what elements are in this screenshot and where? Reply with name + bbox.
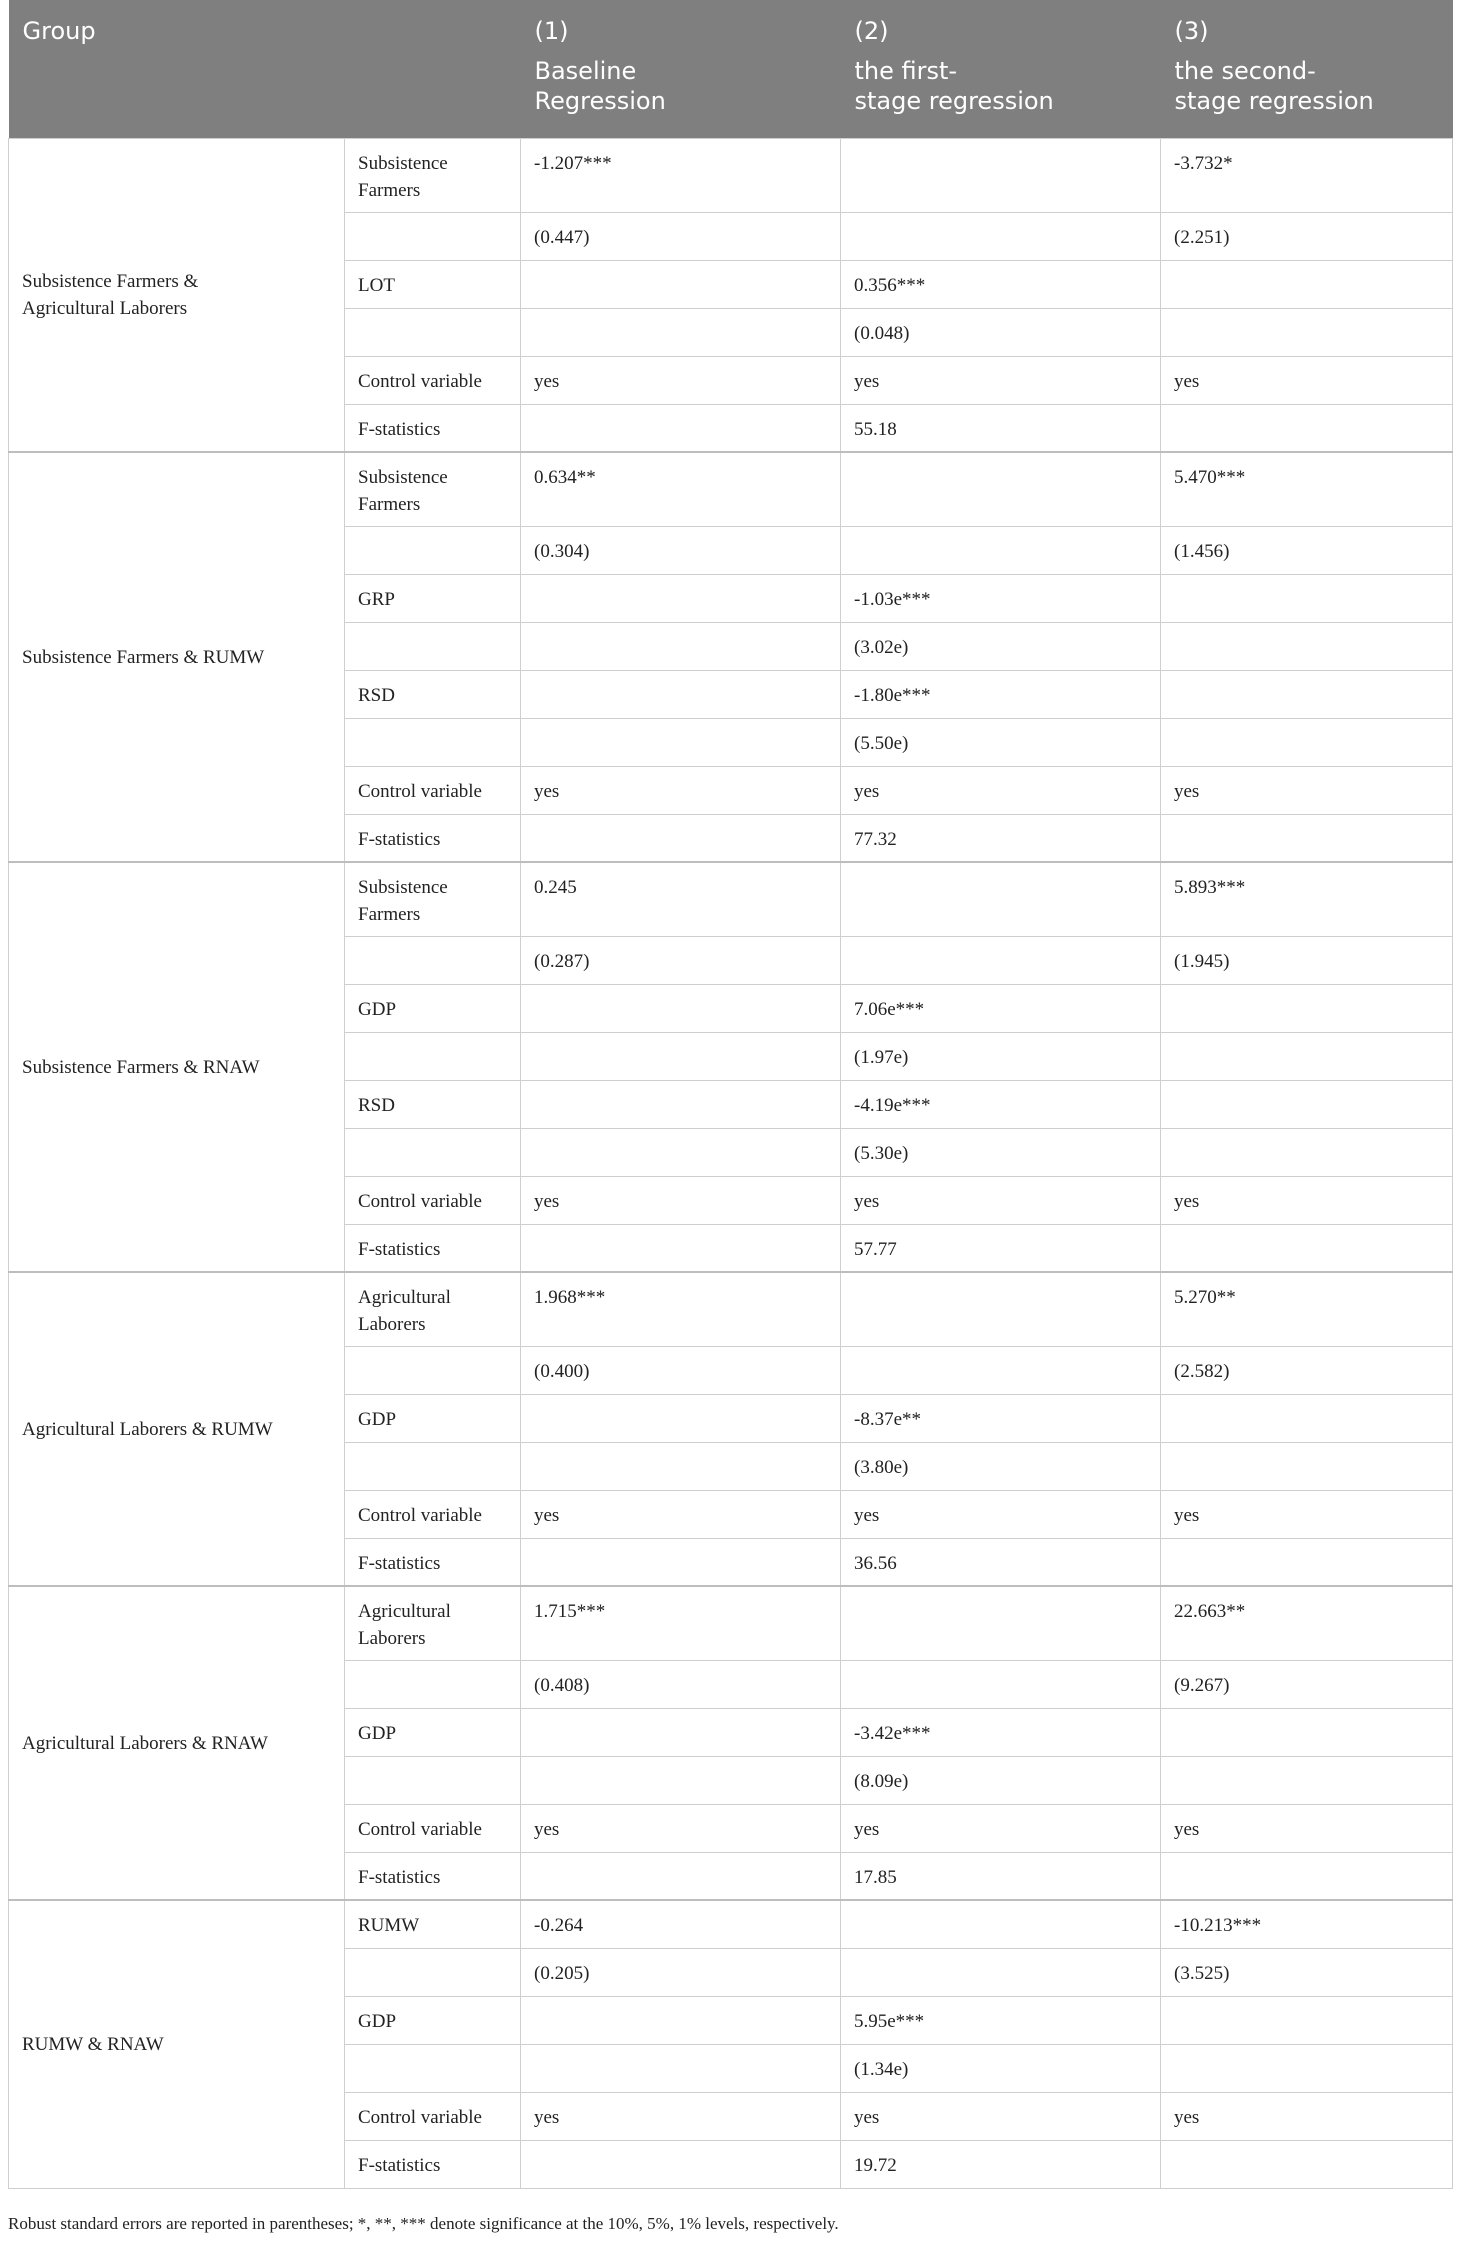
variable-label-line: F-statistics	[358, 1866, 441, 1888]
value-cell-col-2: -1.80e***	[841, 670, 1161, 718]
value-cell-col-3	[1161, 1756, 1453, 1804]
variable-label-cell	[345, 814, 521, 862]
value-cell-col-2: (3.80e)	[841, 1442, 1161, 1490]
value-cell-col-1	[521, 622, 841, 670]
value-cell-col-3	[1161, 1394, 1453, 1442]
header-row-numbers	[9, 0, 1453, 50]
value-cell-col-2: -8.37e**	[841, 1394, 1161, 1442]
variable-label-line: GDP	[358, 998, 397, 1020]
variable-label-cell	[345, 1490, 521, 1538]
value-cell-col-1	[521, 1224, 841, 1272]
variable-label-line: F-statistics	[358, 418, 441, 440]
value-cell-col-1	[521, 1032, 841, 1080]
value-cell-col-2: 19.72	[841, 2140, 1161, 2188]
value-cell-col-2: 55.18	[841, 404, 1161, 452]
value-cell-col-2: (5.50e)	[841, 718, 1161, 766]
value-cell-col-1: 0.245	[521, 862, 841, 936]
value-cell-col-2	[841, 212, 1161, 260]
value-cell-col-2: (5.30e)	[841, 1128, 1161, 1176]
variable-label-cell	[345, 1032, 521, 1080]
variable-label-cell	[345, 574, 521, 622]
value-cell-col-1: yes	[521, 1490, 841, 1538]
variable-label-cell	[345, 862, 521, 936]
table-row	[9, 1900, 1453, 1948]
variable-label-line: F-statistics	[358, 2154, 441, 2176]
value-cell-col-1: -0.264	[521, 1900, 841, 1948]
value-cell-col-2	[841, 1346, 1161, 1394]
value-cell-col-1: 1.968***	[521, 1272, 841, 1346]
variable-label-line: Control variable	[358, 1818, 482, 1840]
value-cell-col-3: (1.945)	[1161, 936, 1453, 984]
header-col-1-title-line: Regression	[534, 87, 666, 115]
value-cell-col-2: 5.95e***	[841, 1996, 1161, 2044]
value-cell-col-2: -4.19e***	[841, 1080, 1161, 1128]
variable-label-line: F-statistics	[358, 1552, 441, 1574]
header-col-2-title-line: the first-	[854, 57, 958, 85]
value-cell-col-2: (0.048)	[841, 308, 1161, 356]
value-cell-col-3: (9.267)	[1161, 1660, 1453, 1708]
variable-label-line: RUMW	[358, 1915, 420, 1936]
value-cell-col-3	[1161, 670, 1453, 718]
value-cell-col-1	[521, 1852, 841, 1900]
header-group: Group	[9, 0, 345, 50]
value-cell-col-1	[521, 1128, 841, 1176]
value-cell-col-1	[521, 1442, 841, 1490]
variable-label-line: Control variable	[358, 1190, 482, 1212]
value-cell-col-3	[1161, 814, 1453, 862]
value-cell-col-2: yes	[841, 2092, 1161, 2140]
group-name-cell	[9, 1272, 345, 1586]
value-cell-col-3	[1161, 1852, 1453, 1900]
value-cell-col-3: yes	[1161, 1176, 1453, 1224]
value-cell-col-1	[521, 1080, 841, 1128]
value-cell-col-1	[521, 308, 841, 356]
value-cell-col-2: yes	[841, 1490, 1161, 1538]
variable-label-cell	[345, 766, 521, 814]
variable-label-cell	[345, 1586, 521, 1660]
variable-label-line: GDP	[358, 1722, 397, 1744]
value-cell-col-1: (0.304)	[521, 526, 841, 574]
value-cell-col-3	[1161, 1032, 1453, 1080]
variable-label-cell	[345, 622, 521, 670]
header-col-1-number: (1)	[521, 0, 841, 50]
value-cell-col-2: (1.34e)	[841, 2044, 1161, 2092]
table-body	[9, 138, 1453, 2188]
value-cell-col-2: -1.03e***	[841, 574, 1161, 622]
variable-label-cell	[345, 1948, 521, 1996]
value-cell-col-3	[1161, 574, 1453, 622]
variable-label-cell	[345, 718, 521, 766]
value-cell-col-3: yes	[1161, 2092, 1453, 2140]
value-cell-col-1	[521, 1996, 841, 2044]
variable-label-line: GDP	[358, 2010, 397, 2032]
value-cell-col-1	[521, 718, 841, 766]
value-cell-col-2: (8.09e)	[841, 1756, 1161, 1804]
group-name-cell	[9, 452, 345, 862]
variable-label-cell	[345, 138, 521, 212]
value-cell-col-1: yes	[521, 766, 841, 814]
table-footnote: Robust standard errors are reported in parentheses; *, **, *** denote significance at the 10%, 5%, 1% levels, respectively.	[8, 2214, 839, 2233]
variable-label-line: Control variable	[358, 780, 482, 802]
variable-label-cell	[345, 452, 521, 526]
regression-table	[8, 0, 1453, 2189]
group-name-line: Subsistence Farmers & RNAW	[22, 1056, 260, 1078]
table-row	[9, 1272, 1453, 1346]
variable-label-line: Control variable	[358, 2106, 482, 2128]
header-col-2-title-line: stage regression	[854, 87, 1054, 115]
table-row	[9, 138, 1453, 212]
group-name-line: RUMW & RNAW	[22, 2033, 164, 2055]
value-cell-col-2	[841, 452, 1161, 526]
variable-label-cell	[345, 404, 521, 452]
value-cell-col-3: 5.270**	[1161, 1272, 1453, 1346]
regression-table-container	[8, 0, 1452, 2189]
value-cell-col-3: yes	[1161, 356, 1453, 404]
variable-label-cell	[345, 1224, 521, 1272]
variable-label-cell	[345, 984, 521, 1032]
value-cell-col-3	[1161, 1080, 1453, 1128]
variable-label-cell	[345, 1080, 521, 1128]
value-cell-col-3	[1161, 1996, 1453, 2044]
value-cell-col-1	[521, 984, 841, 1032]
variable-label-cell	[345, 2092, 521, 2140]
value-cell-col-3	[1161, 1128, 1453, 1176]
value-cell-col-3: yes	[1161, 766, 1453, 814]
header-col-1-title	[521, 50, 841, 138]
value-cell-col-1	[521, 1756, 841, 1804]
value-cell-col-2	[841, 1586, 1161, 1660]
header-row-titles	[9, 50, 1453, 138]
value-cell-col-1	[521, 1538, 841, 1586]
value-cell-col-2	[841, 138, 1161, 212]
value-cell-col-1: (0.205)	[521, 1948, 841, 1996]
group-name-line: Agricultural Laborers & RNAW	[22, 1732, 268, 1754]
variable-label-cell	[345, 356, 521, 404]
value-cell-col-3: yes	[1161, 1804, 1453, 1852]
value-cell-col-1	[521, 1394, 841, 1442]
value-cell-col-2: 17.85	[841, 1852, 1161, 1900]
variable-label-cell	[345, 1996, 521, 2044]
value-cell-col-2	[841, 862, 1161, 936]
variable-label-line: Subsistence	[358, 877, 448, 898]
value-cell-col-1: -1.207***	[521, 138, 841, 212]
variable-label-line: Control variable	[358, 1504, 482, 1526]
value-cell-col-2: 0.356***	[841, 260, 1161, 308]
header-variable-blank-2	[345, 50, 521, 138]
value-cell-col-1: (0.408)	[521, 1660, 841, 1708]
variable-label-cell	[345, 1852, 521, 1900]
value-cell-col-3: (1.456)	[1161, 526, 1453, 574]
value-cell-col-2	[841, 1948, 1161, 1996]
value-cell-col-3: (2.251)	[1161, 212, 1453, 260]
value-cell-col-3: -10.213***	[1161, 1900, 1453, 1948]
variable-label-line: Subsistence	[358, 467, 448, 488]
variable-label-cell	[345, 1176, 521, 1224]
variable-label-cell	[345, 526, 521, 574]
value-cell-col-3	[1161, 622, 1453, 670]
variable-label-line: Agricultural	[358, 1287, 451, 1308]
variable-label-line: GDP	[358, 1408, 397, 1430]
variable-label-cell	[345, 1272, 521, 1346]
value-cell-col-2: (1.97e)	[841, 1032, 1161, 1080]
value-cell-col-3: yes	[1161, 1490, 1453, 1538]
variable-label-cell	[345, 1128, 521, 1176]
header-variable-blank	[345, 0, 521, 50]
variable-label-cell	[345, 1660, 521, 1708]
variable-label-line: F-statistics	[358, 1238, 441, 1260]
value-cell-col-1: yes	[521, 1176, 841, 1224]
variable-label-cell	[345, 1394, 521, 1442]
value-cell-col-2: 77.32	[841, 814, 1161, 862]
value-cell-col-3: 5.893***	[1161, 862, 1453, 936]
value-cell-col-3: (2.582)	[1161, 1346, 1453, 1394]
value-cell-col-2: 36.56	[841, 1538, 1161, 1586]
value-cell-col-2	[841, 936, 1161, 984]
table-row	[9, 862, 1453, 936]
variable-label-line: LOT	[358, 274, 395, 296]
header-col-2-title	[841, 50, 1161, 138]
value-cell-col-1	[521, 2140, 841, 2188]
variable-label-cell	[345, 670, 521, 718]
value-cell-col-3: -3.732*	[1161, 138, 1453, 212]
value-cell-col-1: (0.400)	[521, 1346, 841, 1394]
value-cell-col-2: (3.02e)	[841, 622, 1161, 670]
value-cell-col-3	[1161, 1538, 1453, 1586]
value-cell-col-1: 0.634**	[521, 452, 841, 526]
variable-label-cell	[345, 2044, 521, 2092]
variable-label-cell	[345, 1804, 521, 1852]
value-cell-col-1: 1.715***	[521, 1586, 841, 1660]
group-name-cell	[9, 862, 345, 1272]
variable-label-line: Control variable	[358, 370, 482, 392]
header-col-3-title-line: stage regression	[1174, 87, 1374, 115]
value-cell-col-1	[521, 404, 841, 452]
value-cell-col-1	[521, 2044, 841, 2092]
value-cell-col-3	[1161, 308, 1453, 356]
variable-label-cell	[345, 260, 521, 308]
value-cell-col-3	[1161, 718, 1453, 766]
value-cell-col-1	[521, 814, 841, 862]
value-cell-col-3: 22.663**	[1161, 1586, 1453, 1660]
value-cell-col-3: 5.470***	[1161, 452, 1453, 526]
value-cell-col-2: yes	[841, 766, 1161, 814]
variable-label-cell	[345, 1756, 521, 1804]
variable-label-cell	[345, 1442, 521, 1490]
value-cell-col-3	[1161, 984, 1453, 1032]
header-col-2-number: (2)	[841, 0, 1161, 50]
value-cell-col-3	[1161, 1708, 1453, 1756]
variable-label-line: Farmers	[358, 179, 421, 201]
variable-label-line: Laborers	[358, 1314, 426, 1335]
group-name-line: Subsistence Farmers &	[22, 270, 199, 292]
value-cell-col-3	[1161, 404, 1453, 452]
value-cell-col-1: yes	[521, 1804, 841, 1852]
variable-label-cell	[345, 1900, 521, 1948]
variable-label-line: Farmers	[358, 494, 421, 515]
variable-label-cell	[345, 308, 521, 356]
table-row	[9, 1586, 1453, 1660]
value-cell-col-2: 57.77	[841, 1224, 1161, 1272]
variable-label-cell	[345, 1708, 521, 1756]
variable-label-cell	[345, 212, 521, 260]
value-cell-col-1: (0.287)	[521, 936, 841, 984]
header-group-blank	[9, 50, 345, 138]
variable-label-line: Subsistence	[358, 152, 448, 174]
variable-label-line: Laborers	[358, 1628, 426, 1649]
group-name-cell	[9, 1900, 345, 2188]
value-cell-col-3	[1161, 2044, 1453, 2092]
variable-label-line: GRP	[358, 588, 395, 610]
value-cell-col-3	[1161, 1224, 1453, 1272]
value-cell-col-2: yes	[841, 1804, 1161, 1852]
variable-label-line: F-statistics	[358, 828, 441, 850]
value-cell-col-2: yes	[841, 356, 1161, 404]
variable-label-cell	[345, 936, 521, 984]
table-header	[9, 0, 1453, 138]
value-cell-col-1	[521, 1708, 841, 1756]
header-col-1-title-line: Baseline	[534, 57, 637, 85]
header-col-3-title	[1161, 50, 1453, 138]
value-cell-col-1: yes	[521, 356, 841, 404]
group-name-cell	[9, 138, 345, 452]
variable-label-line: Agricultural	[358, 1601, 451, 1622]
value-cell-col-3	[1161, 1442, 1453, 1490]
table-row	[9, 452, 1453, 526]
variable-label-line: RSD	[358, 1094, 395, 1116]
variable-label-line: Farmers	[358, 904, 421, 925]
value-cell-col-3: (3.525)	[1161, 1948, 1453, 1996]
value-cell-col-1	[521, 260, 841, 308]
value-cell-col-1: (0.447)	[521, 212, 841, 260]
variable-label-cell	[345, 2140, 521, 2188]
group-name-cell	[9, 1586, 345, 1900]
value-cell-col-2	[841, 526, 1161, 574]
value-cell-col-2	[841, 1900, 1161, 1948]
value-cell-col-2: 7.06e***	[841, 984, 1161, 1032]
value-cell-col-3	[1161, 2140, 1453, 2188]
value-cell-col-2	[841, 1272, 1161, 1346]
variable-label-cell	[345, 1538, 521, 1586]
group-name-line: Agricultural Laborers & RUMW	[22, 1418, 273, 1440]
value-cell-col-1	[521, 670, 841, 718]
value-cell-col-1	[521, 574, 841, 622]
header-col-3-number: (3)	[1161, 0, 1453, 50]
variable-label-line: RSD	[358, 684, 395, 706]
header-col-3-title-line: the second-	[1174, 57, 1316, 85]
variable-label-cell	[345, 1346, 521, 1394]
value-cell-col-2: yes	[841, 1176, 1161, 1224]
value-cell-col-2: -3.42e***	[841, 1708, 1161, 1756]
group-name-line: Agricultural Laborers	[22, 297, 188, 319]
group-name-line: Subsistence Farmers & RUMW	[22, 646, 265, 668]
value-cell-col-2	[841, 1660, 1161, 1708]
value-cell-col-1: yes	[521, 2092, 841, 2140]
value-cell-col-3	[1161, 260, 1453, 308]
